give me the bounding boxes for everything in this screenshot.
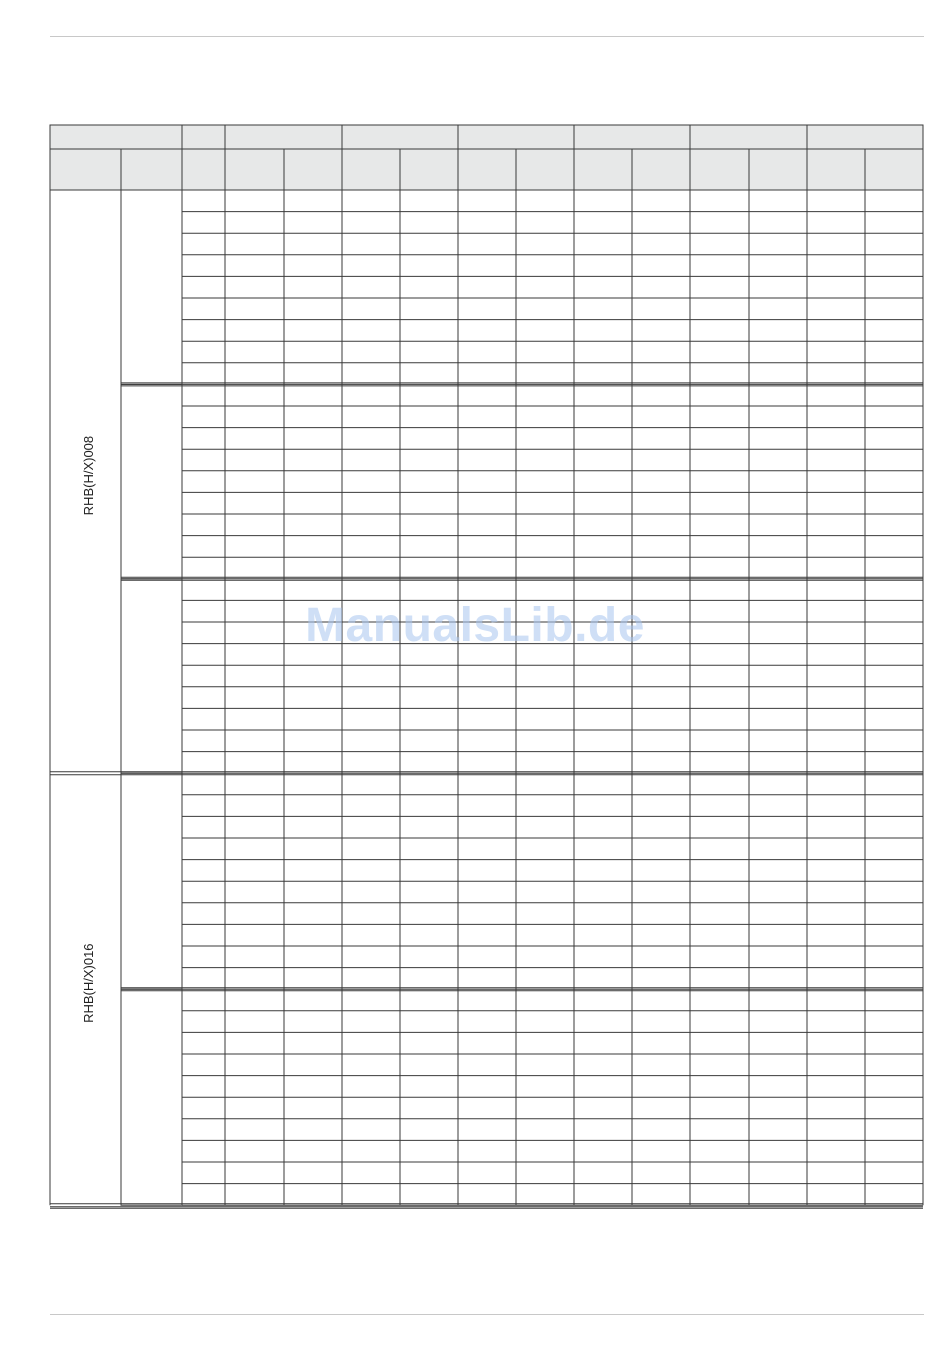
- group-cell: [121, 190, 182, 384]
- header-band: [50, 125, 923, 190]
- model-label: RHB(H/X)008: [80, 435, 96, 516]
- group-cell: [121, 989, 182, 1205]
- watermark-text: ManualsLib.de: [305, 599, 645, 652]
- group-cell: [121, 384, 182, 578]
- group-cell: [121, 773, 182, 989]
- model-label: RHB(H/X)016: [80, 943, 96, 1023]
